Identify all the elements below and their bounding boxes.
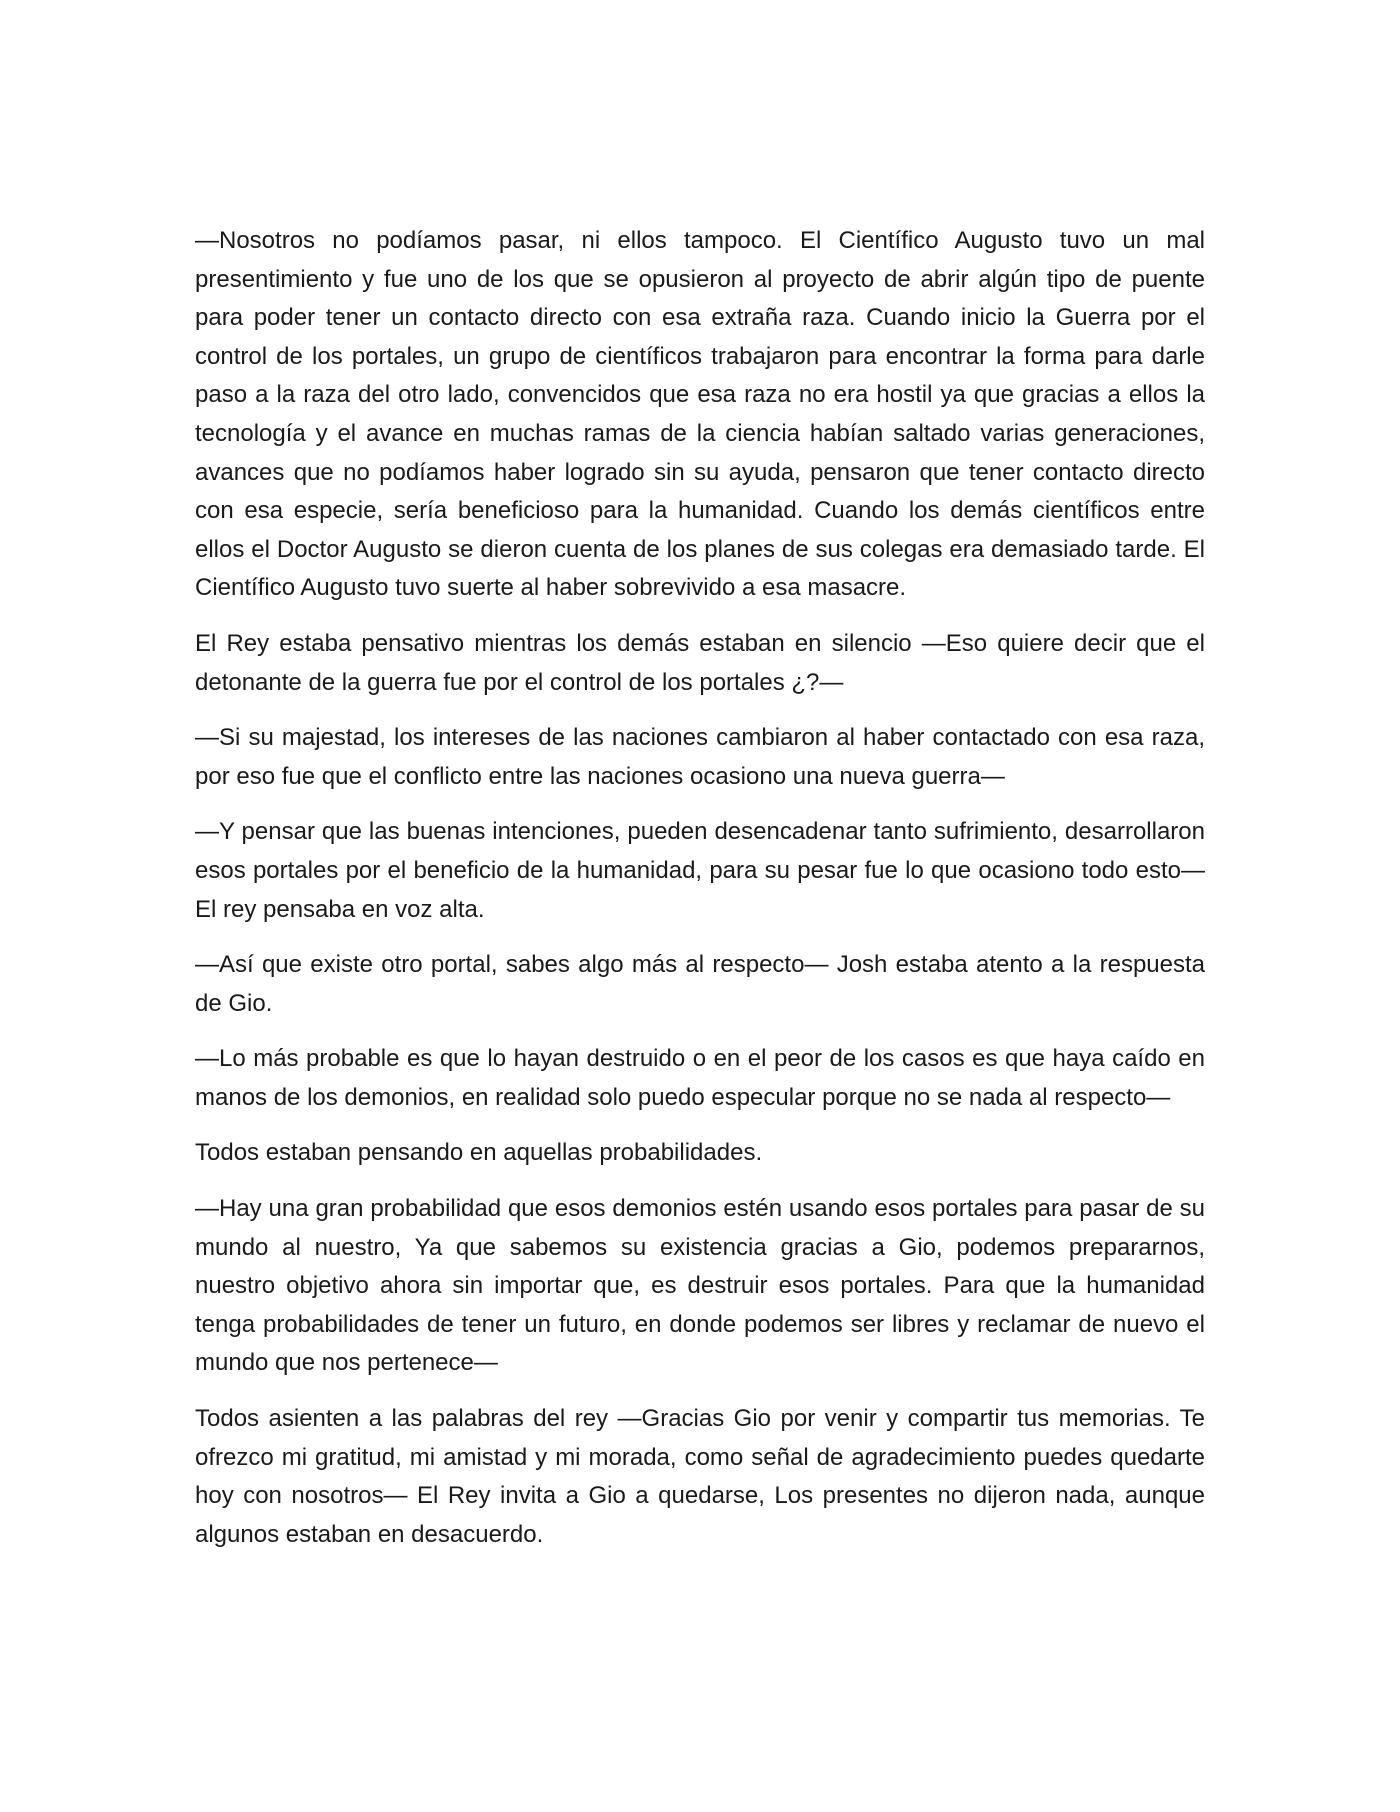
body-text: [195, 222, 1205, 1571]
paragraph-9: Todos asienten a las palabras del rey —Gracias Gio por venir y compartir tus memorias. Te ofrezco mi gratitud, mi amistad y mi morada, como señal de agradecimiento puedes quedarte hoy con nosotros— El Rey invita a Gio a quedarse, Los presentes no dijeron nada, aunque algunos estaban en desacuerdo.: [195, 1405, 1205, 1548]
paragraph-4: —Y pensar que las buenas intenciones, pueden desencadenar tanto sufrimiento, desarrollaron esos portales por el beneficio de la humanidad, para su pesar fue lo que ocasiono todo esto— El rey pensaba en voz alta.: [195, 818, 1205, 923]
paragraph-6: —Lo más probable es que lo hayan destruido o en el peor de los casos es que haya caído en manos de los demonios, en realidad solo puedo especular porque no se nada al respecto—: [195, 1045, 1205, 1111]
paragraph-2: El Rey estaba pensativo mientras los demás estaban en silencio —Eso quiere decir que el detonante de la guerra fue por el control de los portales ¿?—: [195, 629, 1205, 696]
paragraph-5: —Así que existe otro portal, sabes algo más al respecto— Josh estaba atento a la respuesta de Gio.: [195, 951, 1205, 1017]
paragraph-8: —Hay una gran probabilidad que esos demonios estén usando esos portales para pasar de su mundo al nuestro, Ya que sabemos su existencia gracias a Gio, podemos prepararnos, nuestro objetivo ahora sin importar que, es destruir esos portales. Para que la humanidad tenga probabilidades de tener un futuro, en donde podemos ser libres y reclamar de nuevo el mundo que nos pertenece—: [195, 1195, 1205, 1377]
paragraph-3: —Si su majestad, los intereses de las naciones cambiaron al haber contactado con esa raza, por eso fue que el conflicto entre las naciones ocasiono una nueva guerra—: [195, 724, 1205, 790]
paragraph-1: —Nosotros no podíamos pasar, ni ellos tampoco. El Científico Augusto tuvo un mal presentimiento y fue uno de los que se opusieron al proyecto de abrir algún tipo de puente para poder tener un contacto directo con esa extraña raza. Cuando inicio la Guerra por el control de los portales, un grupo de científicos trabajaron para encontrar la forma para darle paso a la raza del otro lado, convencidos que esa raza no era hostil ya que gracias a ellos la tecnología y el avance en muchas ramas de la ciencia habían saltado varias generaciones, avances que no podíamos haber logrado sin su ayuda, pensaron que tener contacto directo con esa especie, sería beneficioso para la humanidad. Cuando los demás científicos entre ellos el Doctor Augusto se dieron cuenta de los planes de sus colegas era demasiado tarde. El Científico Augusto tuvo suerte al haber sobrevivido a esa masacre.: [195, 227, 1205, 602]
paragraph-7: Todos estaban pensando en aquellas probabilidades.: [195, 1139, 763, 1167]
